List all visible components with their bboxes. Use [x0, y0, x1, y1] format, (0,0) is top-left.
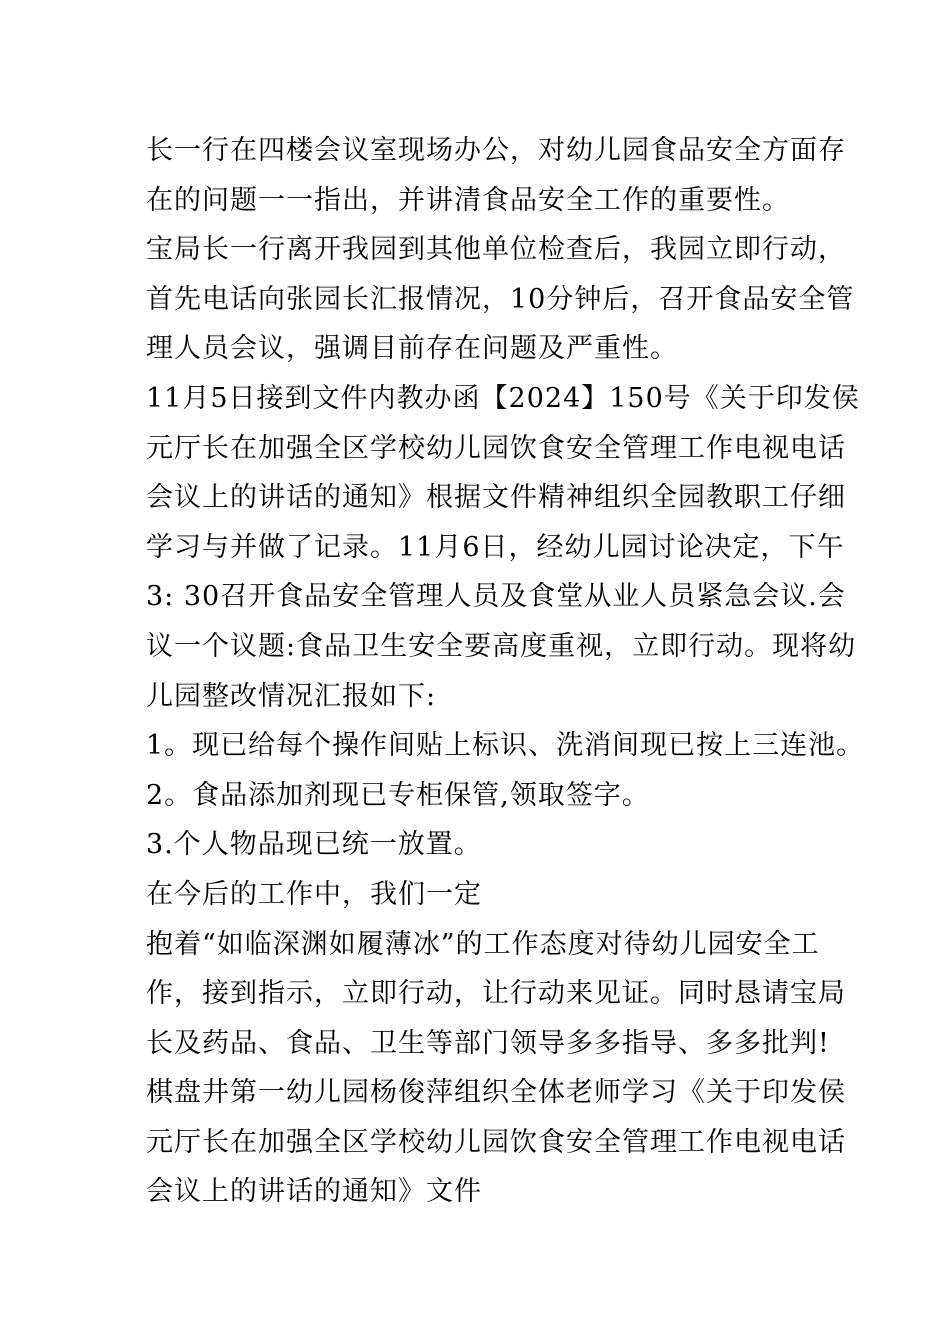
- text-line: 理人员会议，强调目前存在问题及严重性。: [146, 333, 678, 365]
- text-line: 在今后的工作中，我们一定: [146, 878, 482, 910]
- text-line: 长及药品、食品、卫生等部门领导多多指导、多多批判!: [146, 1027, 830, 1059]
- text-line: 抱着“如临深渊如履薄冰”的工作态度对待幼儿园安全工: [146, 928, 820, 960]
- text-line: 议一个议题:食品卫生安全要高度重视，立即行动。现将幼: [146, 630, 857, 662]
- text-line: 3.个人物品现已统一放置。: [146, 829, 482, 861]
- text-line: 棋盘井第一幼儿园杨俊萍组织全体老师学习《关于印发侯: [146, 1077, 846, 1109]
- text-line: 会议上的讲话的通知》根据文件精神组织全园教职工仔细: [146, 482, 846, 514]
- text-line: 元厅长在加强全区学校幼儿园饮食安全管理工作电视电话: [146, 1126, 846, 1158]
- text-line: 长一行在四楼会议室现场办公，对幼儿园食品安全方面存: [146, 135, 846, 166]
- text-line: 3: 30召开食品安全管理人员及食堂从业人员紧急会议.会: [146, 581, 846, 613]
- text-line: 学习与并做了记录。11月6日，经幼儿园讨论决定，下午: [146, 531, 845, 563]
- text-line: 宝局长一行离开我园到其他单位检查后，我园立即行动，: [146, 234, 846, 266]
- text-line: 作，接到指示，立即行动，让行动来见证。同时恳请宝局: [146, 978, 846, 1010]
- text-line: 会议上的讲话的通知》文件: [146, 1176, 482, 1208]
- document-body: [146, 126, 865, 1217]
- text-line: 元厅长在加强全区学校幼儿园饮食安全管理工作电视电话: [146, 432, 846, 464]
- text-line: 2。食品添加剂现已专柜保管,领取签字。: [146, 779, 650, 811]
- text-line: 1。现已给每个操作间贴上标识、洗消间现已按上三连池。: [146, 730, 865, 762]
- text-line: 11月5日接到文件内教办函【2024】150号《关于印发侯: [146, 382, 860, 414]
- text-line: 儿园整改情况汇报如下:: [146, 680, 437, 712]
- text-line: 在的问题一一指出，并讲清食品安全工作的重要性。: [146, 184, 790, 216]
- text-line: 首先电话向张园长汇报情况，10分钟后，召开食品安全管: [146, 283, 855, 315]
